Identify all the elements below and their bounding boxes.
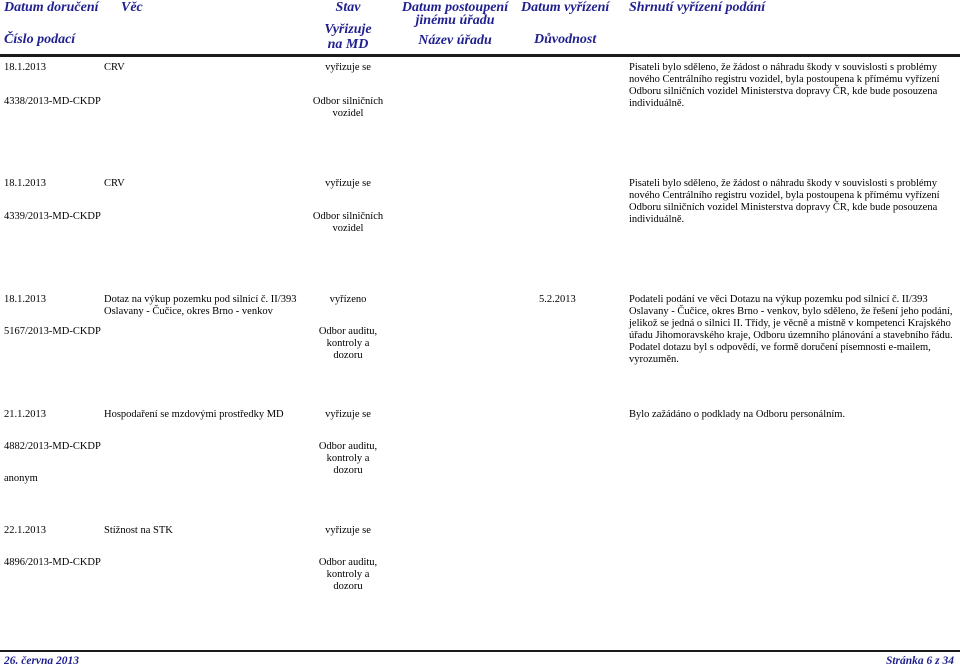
record-summary: Podateli podání ve věci Dotazu na výkup pozemku pod silnicí č. II/393 Oslavany - Čučice, okres Brno - venkov, bylo sděleno, že řešení jeho podání, jelikož se jedná o silnici II. Třídy, je věcně a místně v kompetenci Krajského úřadu Jihomoravského kraje, Odboru územního plánování a stavebního řádu. Podatel dotazu byl s odpovědí, ve formě doručení písemnosti e-mailem, vyrozuměn. — [629, 294, 953, 365]
footer-date: 26. června 2013 — [4, 655, 80, 667]
record-handler: kontroly a — [326, 453, 370, 464]
record-status: vyřízeno — [329, 294, 367, 305]
record-handler: Odbor silničních — [312, 96, 384, 107]
record-handler: dozoru — [333, 350, 363, 361]
record-subject: Stížnost na STK — [104, 525, 173, 536]
record-number: 4339/2013-MD-CKDP — [4, 211, 101, 222]
record-subject: CRV — [104, 62, 125, 73]
record-summary: Pisateli bylo sděleno, že žádost o náhradu škody v souvislosti s problémy nového Centrálního registru vozidel, byla postoupena k přímému vyřízení Odboru silničních vozidel Ministerstva dopravy ČR, kde bude posouzena individuálně. — [629, 178, 940, 225]
record-handler: dozoru — [333, 581, 363, 592]
header-datum-doruceni: Datum doručení — [4, 0, 99, 15]
header-datum-postoupeni-2: jinému úřadu — [415, 13, 495, 28]
record-number: 5167/2013-MD-CKDP — [4, 326, 101, 337]
header-stav: Stav — [335, 0, 361, 15]
header-shrnuti: Shrnutí vyřízení podání — [629, 0, 766, 15]
record-subject: Dotaz na výkup pozemku pod silnicí č. II/393 — [104, 294, 297, 305]
footer-rule — [0, 650, 960, 652]
record-subject: Oslavany - Čučice, okres Brno - venkov — [104, 306, 273, 317]
header-datum-vyrizeni: Datum vyřízení — [521, 0, 610, 15]
record-subject: CRV — [104, 178, 125, 189]
record-summary: Pisateli bylo sděleno, že žádost o náhradu škody v souvislosti s problémy nového Centrálního registru vozidel, byla postoupena k přímému vyřízení Odboru silničních vozidel Ministerstva dopravy ČR, kde bude posouzena individuálně. — [629, 62, 940, 109]
header-nazev-uradu: Název úřadu — [418, 33, 492, 48]
header-rule — [0, 54, 960, 57]
record-handler: kontroly a — [326, 338, 370, 349]
record-date: 22.1.2013 — [4, 525, 46, 536]
record-handler: Odbor silničních — [312, 211, 384, 222]
record-status: vyřizuje se — [325, 409, 371, 420]
record-subject: Hospodaření se mzdovými prostředky MD — [104, 409, 284, 420]
record-status: vyřizuje se — [325, 178, 371, 189]
record-handler: Odbor auditu, — [318, 441, 378, 452]
record-date: 18.1.2013 — [4, 294, 46, 305]
record-handler: vozidel — [332, 108, 364, 119]
header-vec: Věc — [121, 0, 143, 15]
record-summary: Bylo zažádáno o podklady na Odboru personálním. — [629, 409, 846, 420]
header-duvodnost: Důvodnost — [534, 32, 597, 47]
record-date: 18.1.2013 — [4, 62, 46, 73]
record-resolved-date: 5.2.2013 — [539, 294, 576, 305]
record-extra: anonym — [4, 473, 38, 484]
record-date: 21.1.2013 — [4, 409, 46, 420]
record-handler: Odbor auditu, — [318, 326, 378, 337]
record-status: vyřizuje se — [325, 62, 371, 73]
record-status: vyřizuje se — [325, 525, 371, 536]
header-vyrizuje-1: Vyřizuje — [324, 22, 372, 37]
record-handler: dozoru — [333, 465, 363, 476]
record-number: 4896/2013-MD-CKDP — [4, 557, 101, 568]
record-number: 4338/2013-MD-CKDP — [4, 96, 101, 107]
record-handler: kontroly a — [326, 569, 370, 580]
header-vyrizuje-2: na MD — [327, 37, 369, 52]
header-datum-postoupeni-1: Datum postoupení — [401, 0, 509, 15]
record-number: 4882/2013-MD-CKDP — [4, 441, 101, 452]
record-date: 18.1.2013 — [4, 178, 46, 189]
record-handler: Odbor auditu, — [318, 557, 378, 568]
header-cislo-podaci: Číslo podací — [4, 32, 76, 47]
record-handler: vozidel — [332, 223, 364, 234]
footer-page-number: Stránka 6 z 34 — [885, 655, 954, 667]
